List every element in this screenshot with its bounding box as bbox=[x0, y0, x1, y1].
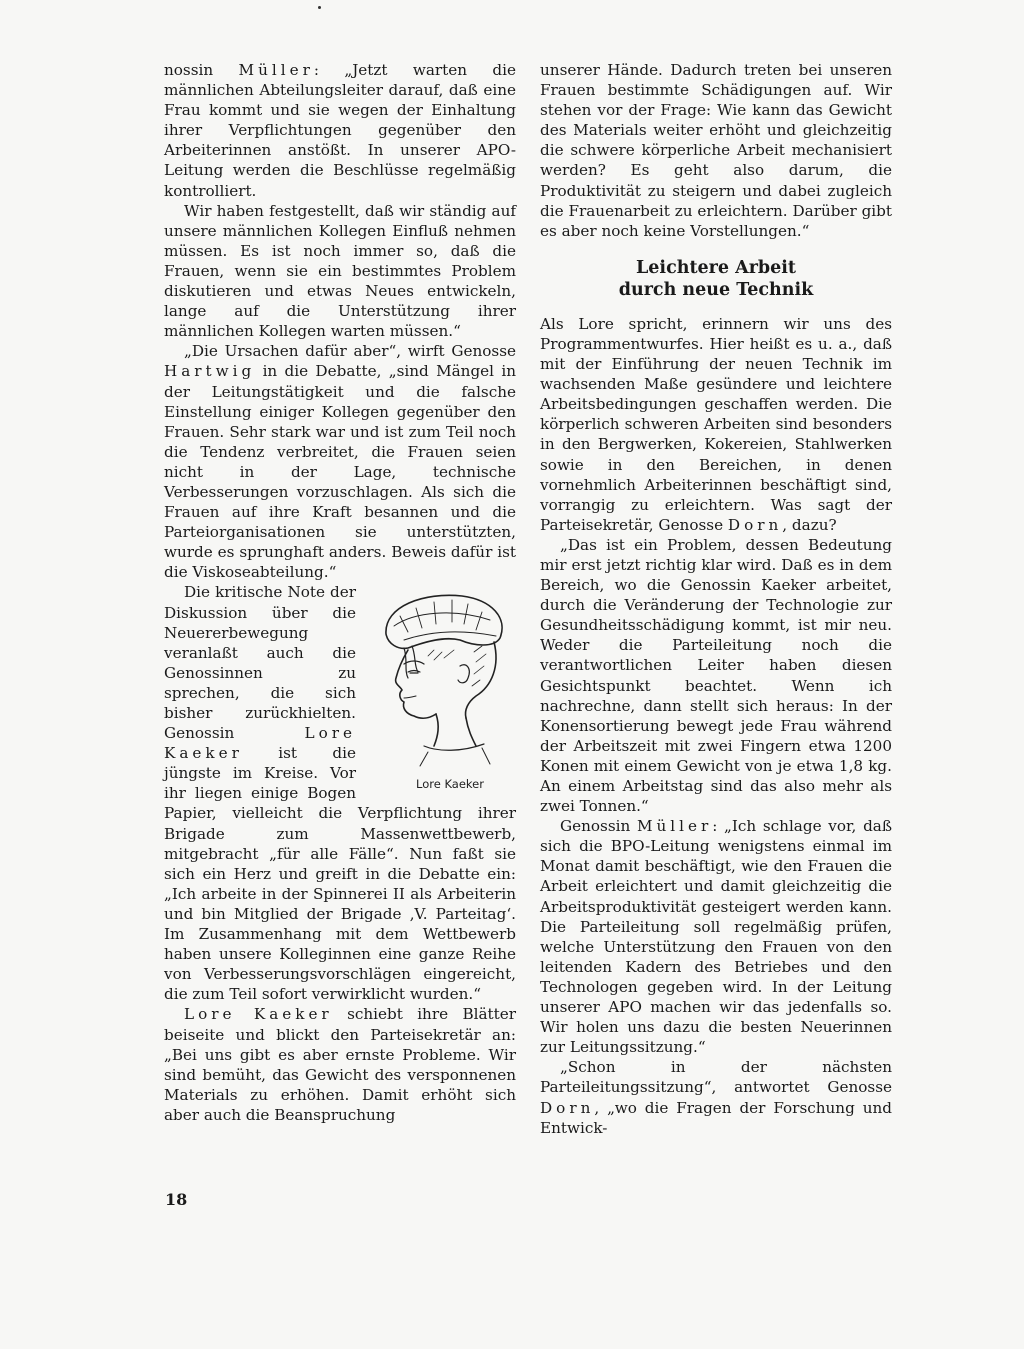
left-paragraph-3: „Die Ursachen dafür aber“, wirft Genosse Hartwig in die Debatte, „sind Mängel in der Leitungstätigkeit und die falsche Einstellung einiger Kollegen gegenüber den Frauen. Sehr stark war und ist zum Teil noch die Tendenz verbreitet, die Frauen seien nicht in der Lage, technische Verbesserungen vorzuschlagen. Als sich die Frauen auf ihre Kraft besannen und die Parteiorganisationen sie unterstützten, wurde es sprunghaft anders. Beweis dafür ist die Viskoseabteilung.“ bbox=[164, 342, 516, 582]
page-number: 18 bbox=[165, 1190, 188, 1209]
heading-line-2: durch neue Technik bbox=[618, 279, 814, 300]
speaker-name: Lore Kaeker bbox=[164, 724, 356, 763]
right-paragraph-2: Als Lore spricht, erinnern wir uns des Programmentwurfes. Hier heißt es u. a., daß mit der Einführung der neuen Technik im wachsenden Maße gesündere und leichtere Arbeitsbedingungen geschaffen werden. Die körperlich schweren Arbeiten sind besonders in den Bergwerken, Kokereien, Stahlwerken sowie in den Bereichen, in denen vornehmlich Arbeiterinnen beschäftigt sind, vorrangig zu erleichtern. Was sagt der Parteisekretär, Genosse Dorn, dazu? bbox=[540, 314, 892, 534]
left-paragraph-5: Lore Kaeker schiebt ihre Blätter beiseite und blickt den Parteisekretär an: „Bei uns gibt es aber ernste Probleme. Wir sind bemüht, das Gewicht des versponnenen Materials zu erhöhen. Damit erhöht sich aber auch die Beanspruchung bbox=[164, 1005, 516, 1124]
speaker-name: Lore Kaeker bbox=[184, 1005, 333, 1024]
section-heading bbox=[540, 257, 892, 301]
speaker-name: Hartwig bbox=[164, 362, 256, 381]
speaker-name: Müller bbox=[238, 61, 314, 79]
speaker-name: Dorn bbox=[540, 1098, 595, 1117]
speaker-name: Müller bbox=[636, 817, 713, 836]
left-paragraph-2: Wir haben festgestellt, daß wir ständig auf unsere männlichen Kollegen Einfluß nehmen müssen. Es ist noch immer so, daß die Frauen, wenn sie ein bestimmtes Problem diskutieren und etwas Neues entwickeln, lange auf die Unterstützung ihrer männlichen Kollegen warten müssen.“ bbox=[164, 201, 516, 341]
right-paragraph-5: „Schon in der nächsten Parteileitungssitzung“, antwortet Genosse Dorn, „wo die Fragen der Forschung und Entwick- bbox=[540, 1058, 892, 1137]
heading-line-1: Leichtere Arbeit bbox=[635, 257, 797, 278]
left-column bbox=[164, 60, 516, 1125]
portrait-figure bbox=[364, 586, 516, 796]
speaker-name: Dorn bbox=[727, 515, 783, 534]
left-paragraph-4: Lore Kaeker Die kritische Note der Diskussion über die Neuererbewegung veranlaßt auch die Genossinnen zu sprechen, die sich bisher zurückhielten. Genossin Lore Kaeker ist die jüngste im Kreise. Vor ihr liegen einige Bogen Papier, vielleicht die Verpflichtung ihrer Brigade zum Massenwettbewerb, mitgebracht „für alle Fälle“. Nun faßt sie sich ein Herz und greift in die Debatte ein: „Ich arbeite in der Spinnerei II als Arbeiterin und bin Mitglied der Brigade ‚V. Parteitag‘. Im Zusammenhang mit dem Wettbewerb haben unsere Kolleginnen eine ganze Reihe von Verbesserungsvorschlägen eingereicht, die zum Teil sofort verwirklicht wurden.“ bbox=[164, 583, 516, 1004]
portrait-sketch bbox=[364, 586, 516, 771]
right-paragraph-1: unserer Hände. Dadurch treten bei unseren Frauen bestimmte Schädigungen auf. Wir stehen vor der Frage: Wie kann das Gewicht des Materials weiter erhöht und gleichzeitig die schwere körperliche Arbeit mechanisiert werden? Es geht also darum, die Produktivität zu steigern und dabei zugleich die Frauenarbeit zu erleichtern. Darüber gibt es aber noch keine Vorstellungen.“ bbox=[540, 61, 892, 240]
right-paragraph-3: „Das ist ein Problem, dessen Bedeutung mir erst jetzt richtig klar wird. Daß es in dem Bereich, wo die Genossin Kaeker arbeitet, durch die Veränderung der Technologie zur Gesundheitsschädigung kommt, ist mir neu. Weder die Parteileitung noch die verantwortlichen Leiter haben diesen Gesichtspunkt beachtet. Wenn ich nachrechne, dann stellt sich heraus: In der Konensortierung bewegt jede Frau während der Arbeitszeit mit zwei Fingern etwa 1200 Konen mit einem Gewicht von je etwa 1,8 kg. An einem Arbeitstag sind das also mehr als zwei Tonnen.“ bbox=[540, 535, 892, 816]
right-paragraph-4: Genossin Müller: „Ich schlage vor, daß sich die BPO-Leitung wenigstens einmal im Monat damit beschäftigt, wie den Frauen die Arbeit erleichtert und damit gleichzeitig die Arbeitsproduktivität gesteigert werden kann. Die Parteileitung soll regelmäßig prüfen, welche Unterstützung den Frauen von den leitenden Kadern des Betriebes und den Technologen gegeben wird. In der Leitung unserer APO machen wir das jedenfalls so. Wir holen uns dazu die besten Neuerinnen zur Leitungssitzung.“ bbox=[540, 817, 892, 1057]
right-column bbox=[540, 60, 892, 1138]
figure-caption: Lore Kaeker bbox=[416, 777, 484, 792]
print-speck bbox=[318, 6, 321, 9]
left-paragraph-1: nossin Müller: „Jetzt warten die männlichen Abteilungsleiter darauf, daß eine Frau kommt und sie wegen der Einhaltung ihrer Verpflichtungen gegenüber den Arbeiterinnen anstößt. In unserer APO-Leitung werden die Beschlüsse regelmäßig kontrolliert. bbox=[164, 61, 516, 200]
